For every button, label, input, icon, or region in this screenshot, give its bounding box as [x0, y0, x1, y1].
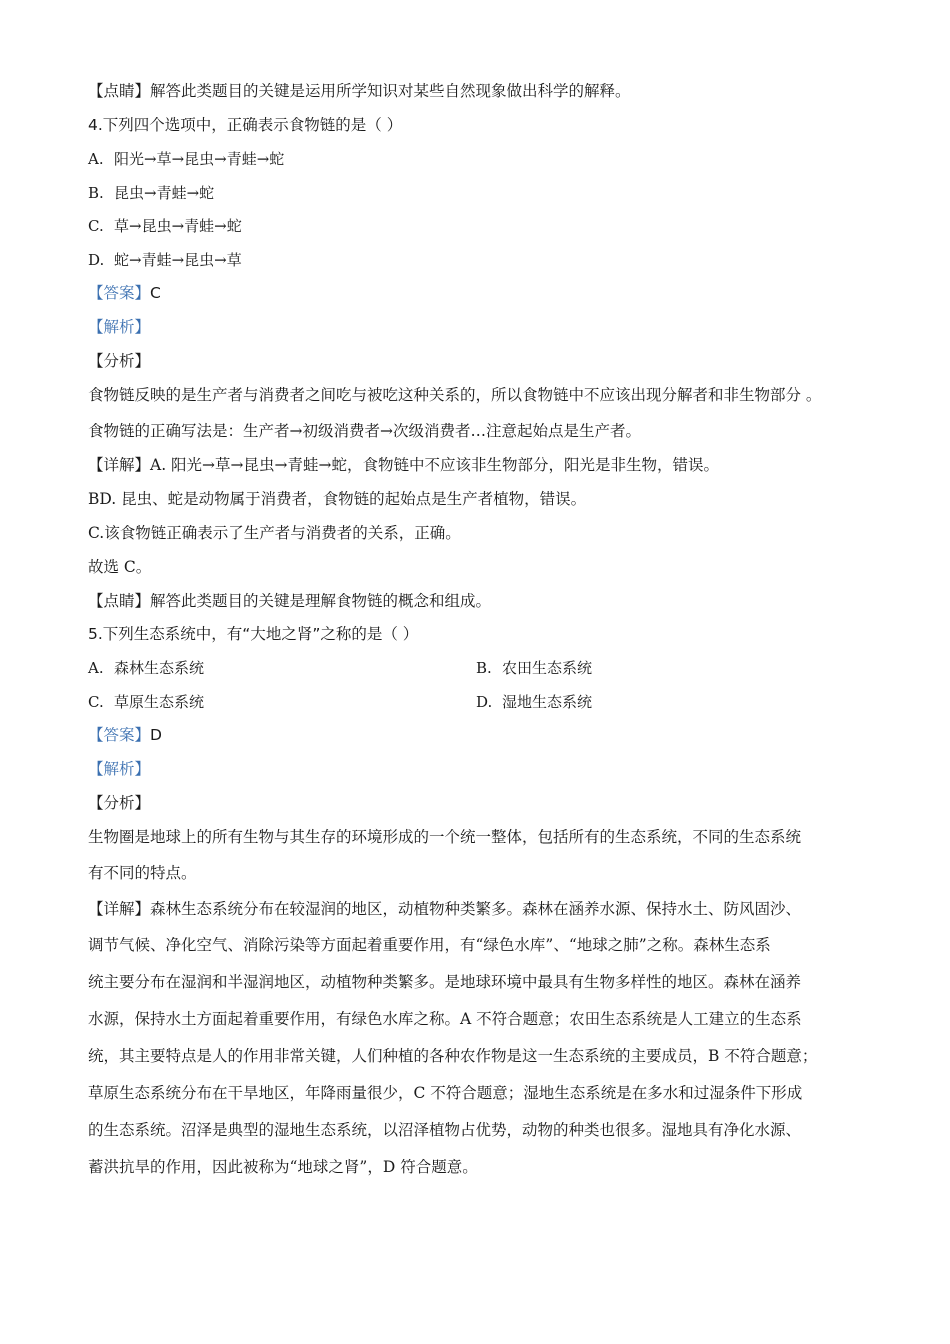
q4-option-a: [88, 148, 284, 170]
answer-value: C: [150, 284, 161, 302]
q5-answer: [88, 724, 162, 746]
q4-jiexi-tag: 【解析】: [88, 318, 151, 336]
option-key: B.: [476, 659, 492, 677]
option-text: 草原生态系统: [114, 693, 205, 711]
q5-text-line: 蓄洪抗旱的作用，因此被称为“地球之肾”，D 符合题意。: [88, 1158, 478, 1176]
q4-answer: [88, 282, 161, 304]
q5-text-line: 有不同的特点。: [88, 864, 197, 882]
option-text: 湿地生态系统: [502, 693, 593, 711]
q4-stem: 4.下列四个选项中，正确表示食物链的是（ ）: [88, 116, 403, 134]
q4-option-b: [88, 182, 214, 204]
q4-option-d: [88, 249, 242, 271]
q4-text-line: 故选 C。: [88, 558, 152, 576]
answer-tag: 【答案】: [88, 726, 151, 744]
q5-text-line: 水源，保持水土方面起着重要作用，有绿色水库之称。A 不符合题意；农田生态系统是人工建立的生态系: [88, 1010, 802, 1028]
q5-text-line: 统，其主要特点是人的作用非常关键，人们种植的各种农作物是这一生态系统的主要成员，B 不符合题意；: [88, 1047, 818, 1065]
q5-option-b: [476, 657, 592, 679]
q5-option-d: [476, 691, 592, 713]
option-text: 森林生态系统: [114, 659, 205, 677]
q5-fenxi-tag: 【分析】: [88, 794, 151, 812]
q5-jiexi-tag: 【解析】: [88, 760, 151, 778]
option-key: C.: [88, 693, 104, 711]
option-text: 蛇→青蛙→昆虫→草: [114, 251, 242, 269]
option-text: 农田生态系统: [502, 659, 593, 677]
q4-option-c: [88, 215, 242, 237]
q5-text-line: 统主要分布在湿润和半湿润地区，动植物种类繁多。是地球环境中最具有生物多样性的地区。森林在涵养: [88, 973, 802, 991]
q4-text-line: 【点睛】解答此类题目的关键是理解食物链的概念和组成。: [88, 592, 492, 610]
option-key: B.: [88, 184, 104, 202]
q4-fenxi-tag: 【分析】: [88, 352, 151, 370]
option-key: A.: [88, 659, 104, 677]
q5-text-line: 草原生态系统分布在干旱地区，年降雨量很少，C 不符合题意；湿地生态系统是在多水和过湿条件下形成: [88, 1084, 803, 1102]
option-key: C.: [88, 217, 104, 235]
q4-text-line: 食物链的正确写法是：生产者→初级消费者→次级消费者…注意起始点是生产者。: [88, 422, 641, 440]
q4-text-line: 【详解】A. 阳光→草→昆虫→青蛙→蛇，食物链中不应该非生物部分，阳光是非生物，错误。: [88, 456, 719, 474]
q5-text-line: 生物圈是地球上的所有生物与其生存的环境形成的一个统一整体，包括所有的生态系统，不同的生态系统: [88, 828, 802, 846]
q5-text-line: 调节气候、净化空气、消除污染等方面起着重要作用，有“绿色水库”、“地球之肺”之称。森林生态系: [88, 936, 771, 954]
answer-tag: 【答案】: [88, 284, 151, 302]
option-key: A.: [88, 150, 104, 168]
q5-option-c: [88, 691, 204, 713]
option-text: 阳光→草→昆虫→青蛙→蛇: [114, 150, 285, 168]
answer-value: D: [150, 726, 162, 744]
q4-text-line: BD. 昆虫、蛇是动物属于消费者，食物链的起始点是生产者植物，错误。: [88, 490, 587, 508]
q5-stem: 5.下列生态系统中，有“大地之肾”之称的是（ ）: [88, 625, 419, 643]
q5-text-line: 的生态系统。沼泽是典型的湿地生态系统，以沼泽植物占优势，动物的种类也很多。湿地具有净化水源、: [88, 1121, 802, 1139]
option-text: 昆虫→青蛙→蛇: [114, 184, 215, 202]
q3-tip: 【点睛】解答此类题目的关键是运用所学知识对某些自然现象做出科学的解释。: [88, 82, 631, 100]
q5-option-a: [88, 657, 204, 679]
option-key: D.: [88, 251, 105, 269]
option-key: D.: [476, 693, 493, 711]
q4-text-line: 食物链反映的是生产者与消费者之间吃与被吃这种关系的，所以食物链中不应该出现分解者和非生物部分 。: [88, 386, 822, 404]
q5-text-line: 【详解】森林生态系统分布在较湿润的地区，动植物种类繁多。森林在涵养水源、保持水土、防风固沙、: [88, 900, 802, 918]
option-text: 草→昆虫→青蛙→蛇: [114, 217, 242, 235]
q4-text-line: C.该食物链正确表示了生产者与消费者的关系，正确。: [88, 524, 461, 542]
